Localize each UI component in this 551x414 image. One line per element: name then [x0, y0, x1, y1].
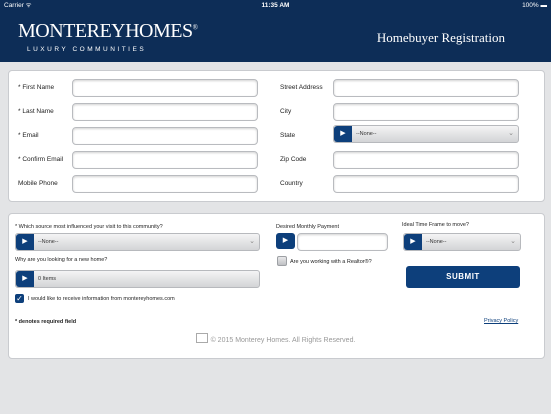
- play-icon: ▶: [404, 234, 422, 250]
- street-address-label: Street Address: [280, 84, 323, 91]
- registered-mark: ®: [192, 23, 198, 32]
- city-field[interactable]: [333, 103, 519, 121]
- payment-field[interactable]: [297, 233, 388, 251]
- play-icon: ▶: [334, 126, 352, 142]
- first-name-field[interactable]: [72, 79, 258, 97]
- payment-label: Desired Monthly Payment: [276, 224, 339, 230]
- last-name-label: * Last Name: [18, 108, 54, 115]
- required-note: * denotes required field: [15, 319, 77, 325]
- privacy-policy-link[interactable]: Privacy Policy: [484, 318, 519, 324]
- country-field[interactable]: [333, 175, 519, 193]
- info-checkbox-label: I would like to receive information from montereyhomes.com: [28, 296, 175, 302]
- footer-copyright: [0, 333, 551, 344]
- city-label: City: [280, 108, 292, 115]
- home-icon: [196, 333, 208, 343]
- street-address-field[interactable]: [333, 79, 519, 97]
- brand-logo: [18, 20, 197, 43]
- play-icon: ▶: [16, 271, 34, 287]
- clock: 11:35 AM: [261, 2, 290, 9]
- email-label: * Email: [18, 132, 39, 139]
- logo-tagline: LUXURY COMMUNITIES: [27, 46, 147, 53]
- source-value: --None--: [38, 239, 59, 245]
- first-name-label: * First Name: [18, 84, 55, 91]
- carrier-label: Carrier ᯤ: [4, 2, 32, 9]
- source-select[interactable]: [15, 233, 260, 251]
- chevron-down-icon: ⌄: [249, 238, 255, 245]
- timeframe-label: Ideal Time Frame to move?: [402, 222, 469, 228]
- realtor-label: Are you working with a Realtor®?: [290, 259, 372, 265]
- logo-text: MONTEREYHOMES: [18, 20, 193, 42]
- confirm-email-field[interactable]: [72, 151, 258, 169]
- app-header: [0, 12, 551, 62]
- submit-button[interactable]: SUBMIT: [406, 266, 520, 288]
- chevron-down-icon: ⌄: [510, 238, 516, 245]
- state-label: State: [280, 132, 296, 139]
- zip-code-label: Zip Code: [280, 156, 307, 163]
- confirm-email-label: * Confirm Email: [18, 156, 64, 163]
- timeframe-value: --None--: [426, 239, 447, 245]
- state-select[interactable]: [333, 125, 519, 143]
- state-value: --None--: [356, 131, 377, 137]
- last-name-field[interactable]: [72, 103, 258, 121]
- mobile-phone-label: Mobile Phone: [18, 180, 58, 187]
- email-field[interactable]: [72, 127, 258, 145]
- realtor-checkbox[interactable]: [277, 256, 287, 266]
- copyright-text: © 2015 Monterey Homes. All Rights Reserved.: [210, 337, 356, 344]
- reason-label: Why are you looking for a new home?: [15, 257, 108, 263]
- play-icon: ▶: [16, 234, 34, 250]
- country-label: Country: [280, 180, 303, 187]
- timeframe-select[interactable]: [403, 233, 521, 251]
- battery-indicator: 100% ▬: [522, 2, 547, 9]
- mobile-phone-field[interactable]: [72, 175, 258, 193]
- source-label: * Which source most influenced your visit to this community?: [15, 224, 163, 230]
- chevron-down-icon: ⌄: [508, 130, 514, 137]
- reason-select[interactable]: [15, 270, 260, 288]
- page-title: Homebuyer Registration: [376, 30, 505, 45]
- contact-info-panel: [8, 70, 545, 202]
- info-checkbox[interactable]: ✓: [16, 294, 23, 303]
- status-bar: [0, 0, 551, 12]
- play-icon[interactable]: ▶: [276, 233, 295, 249]
- zip-code-field[interactable]: [333, 151, 519, 169]
- reason-value: 0 Items: [38, 276, 57, 282]
